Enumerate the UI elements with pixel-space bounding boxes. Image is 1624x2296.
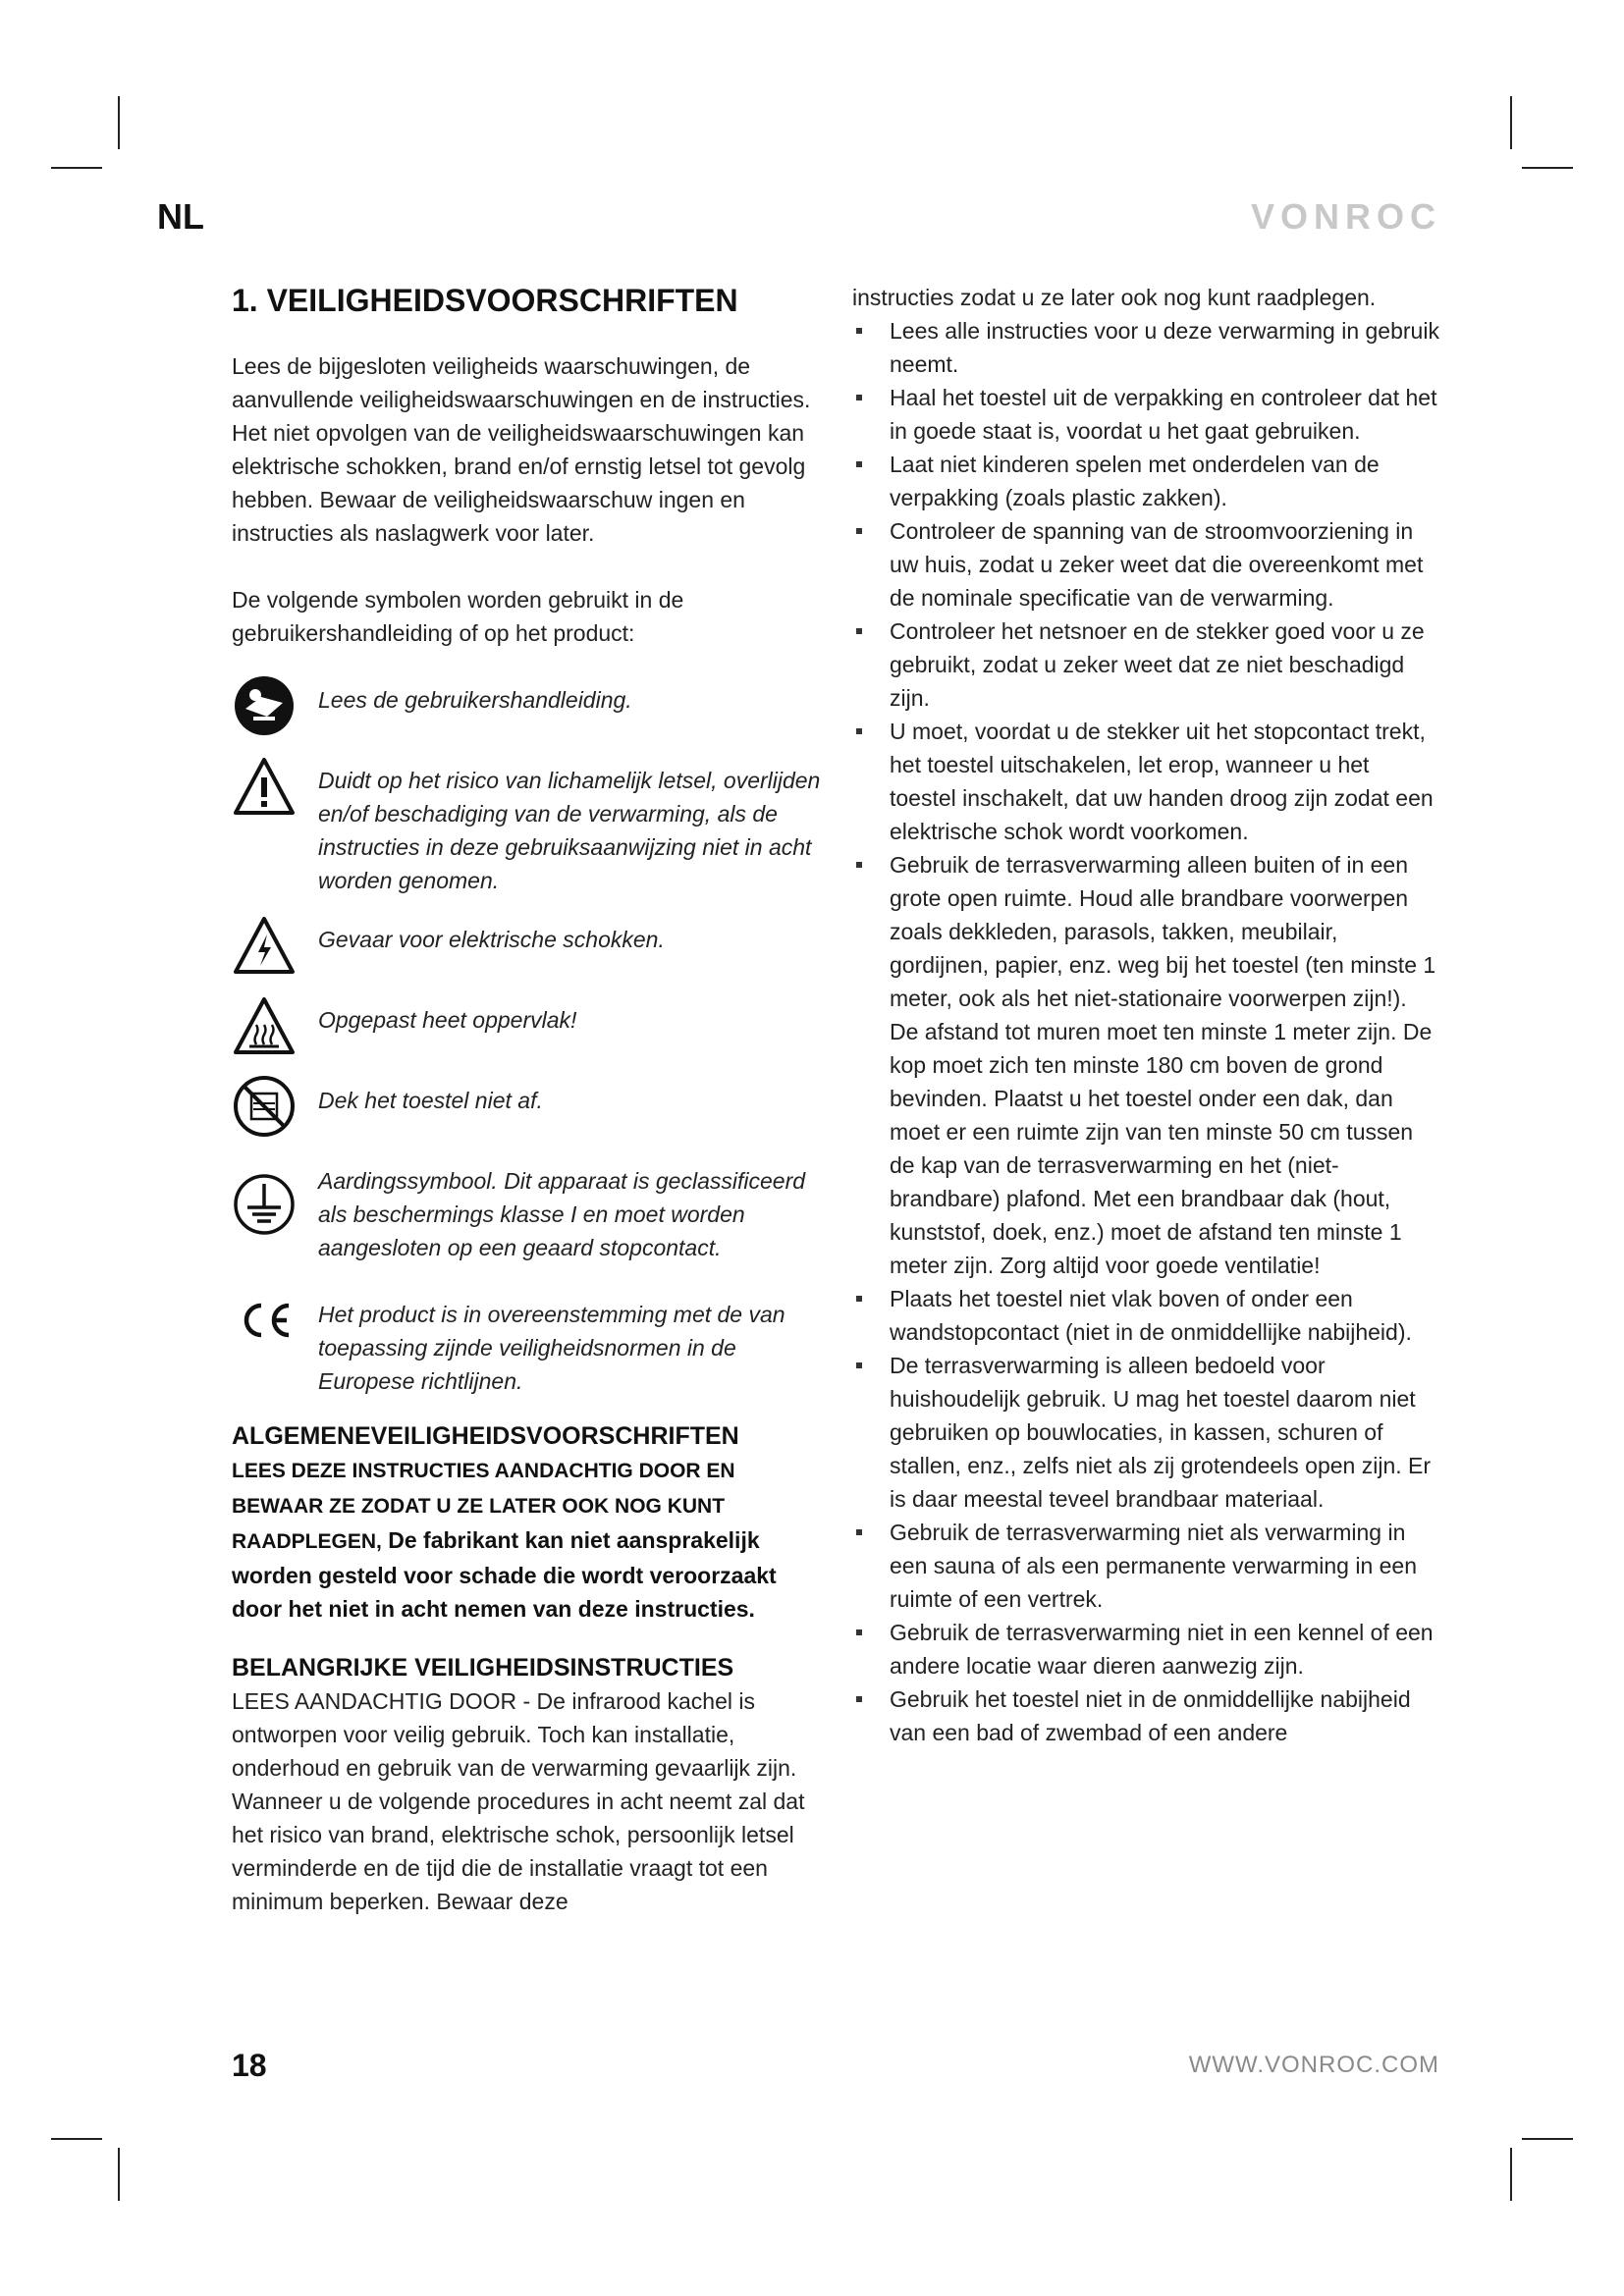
list-item: Lees alle instructies voor u deze verwarming in gebruik neemt. bbox=[852, 314, 1441, 381]
do-not-cover-icon bbox=[232, 1074, 297, 1139]
warning-icon bbox=[232, 754, 297, 819]
general-safety-heading: ALGEMENEVEILIGHEIDSVOORSCHRIFTEN bbox=[232, 1422, 739, 1450]
symbol-row bbox=[232, 1154, 821, 1264]
symbol-text: Duidt op het risico van lichamelijk letsel, overlijden en/of beschadiging van de verwarming, als de instructies in deze gebruiksaanwijzing niet in acht worden genomen. bbox=[318, 768, 821, 893]
symbol-row bbox=[232, 913, 821, 978]
symbol-row bbox=[232, 673, 821, 738]
crop-mark bbox=[1522, 167, 1573, 169]
symbol-text: Aardingssymbool. Dit apparaat is geclassificeerd als beschermings klasse I en moet worden aangesloten op een geaard stopcontact. bbox=[318, 1168, 806, 1260]
right-column bbox=[852, 281, 1441, 1749]
section-title: 1. VEILIGHEIDSVOORSCHRIFTEN bbox=[232, 283, 738, 318]
crop-mark bbox=[1510, 2148, 1512, 2201]
hot-surface-icon bbox=[232, 993, 297, 1058]
list-item: Gebruik het toestel niet in de onmiddellijke nabijheid van een bad of zwembad of een andere bbox=[852, 1682, 1441, 1749]
language-code: NL bbox=[157, 196, 204, 237]
symbol-text: Dek het toestel niet af. bbox=[318, 1088, 543, 1113]
symbol-row bbox=[232, 754, 821, 897]
symbol-row bbox=[232, 993, 821, 1058]
instruction-list bbox=[852, 314, 1441, 1749]
symbol-text: Lees de gebruikershandleiding. bbox=[318, 687, 632, 713]
page-number: 18 bbox=[232, 2048, 267, 2083]
list-item: U moet, voordat u de stekker uit het stopcontact trekt, het toestel uitschakelen, let erop, wanneer u het toestel inschakelt, dat uw handen droog zijn zodat een elektrische schok wordt voorkomen. bbox=[852, 715, 1441, 848]
list-item: Gebruik de terrasverwarming alleen buiten of in een grote open ruimte. Houd alle brandbare voorwerpen zoals dekkleden, parasols, takken, meubilair, gordijnen, papier, enz. weg bij het toestel (ten minste 1 meter, ook als het niet-stationaire voorwerpen zijn!). De afstand tot muren moet ten minste 1 meter zijn. De kop moet zich ten minste 180 cm boven de grond bevinden. Plaatst u het toestel onder een dak, dan moet er een ruimte zijn van ten minste 50 cm tussen de kap van de terrasverwarming en het (niet-brandbare) plafond. Met een brandbaar dak (hout, kunststof, doek, enz.) moet de afstand ten minste 1 meter zijn. Zorg altijd voor goede ventilatie! bbox=[852, 848, 1441, 1282]
list-item: Laat niet kinderen spelen met onderdelen van de verpakking (zoals plastic zakken). bbox=[852, 448, 1441, 514]
crop-mark bbox=[118, 96, 120, 149]
left-column bbox=[232, 281, 821, 1918]
list-item: Gebruik de terrasverwarming niet als verwarming in een sauna of als een permanente verwarming in een ruimte of een vertrek. bbox=[852, 1516, 1441, 1616]
intro-paragraph: Lees de bijgesloten veiligheids waarschuwingen, de aanvullende veiligheidswaarschuwingen en de instructies. Het niet opvolgen van de veiligheidswaarschuwingen kan elektrische schokken, brand en/of ernstig letsel tot gevolg hebben. Bewaar de veiligheidswaarschuw ingen en instructies als naslagwerk voor later. bbox=[232, 353, 811, 546]
manual-icon bbox=[232, 673, 297, 738]
ce-mark-icon bbox=[232, 1288, 297, 1353]
crop-mark bbox=[1522, 2138, 1573, 2140]
list-item: Controleer de spanning van de stroomvoorziening in uw huis, zodat u zeker weet dat die overeenkomt met de nominale specificatie van de verwarming. bbox=[852, 514, 1441, 614]
symbol-row bbox=[232, 1074, 821, 1139]
symbol-text: Gevaar voor elektrische schokken. bbox=[318, 927, 665, 952]
important-safety-text: LEES AANDACHTIG DOOR - De infrarood kachel is ontworpen voor veilig gebruik. Toch kan installatie, onderhoud en gebruik van de verwarming gevaarlijk zijn. Wanneer u de volgende procedures in acht neemt zal dat het risico van brand, elektrische schok, persoonlijk letsel verminderde en de tijd die de installatie vraagt tot een minimum beperken. Bewaar deze bbox=[232, 1688, 805, 1914]
list-item: Gebruik de terrasverwarming niet in een kennel of een andere locatie waar dieren aanwezig zijn. bbox=[852, 1616, 1441, 1682]
important-safety-heading: BELANGRIJKE VEILIGHEIDSINSTRUCTIES bbox=[232, 1654, 734, 1682]
electric-shock-icon bbox=[232, 913, 297, 978]
list-item: De terrasverwarming is alleen bedoeld voor huishoudelijk gebruik. U mag het toestel daarom niet gebruiken op bouwlocaties, in kassen, schuren of stallen, enz., zelfs niet als zij grotendeels open zijn. Er is daar meestal teveel brandbaar materiaal. bbox=[852, 1349, 1441, 1516]
symbol-text: Opgepast heet oppervlak! bbox=[318, 1007, 577, 1033]
crop-mark bbox=[118, 2148, 120, 2201]
crop-mark bbox=[51, 2138, 102, 2140]
general-safety-caps: LEES DEZE INSTRUCTIES AANDACHTIG DOOR EN BEWAAR ZE ZODAT U ZE LATER OOK NOG KUNT RAADPLEGEN, bbox=[232, 1460, 735, 1553]
symbol-text: Het product is in overeenstemming met de van toepassing zijnde veiligheidsnormen in de Europese richtlijnen. bbox=[318, 1302, 785, 1394]
general-safety-text bbox=[232, 1453, 821, 1626]
symbols-intro: De volgende symbolen worden gebruikt in de gebruikershandleiding of op het product: bbox=[232, 587, 684, 646]
website-url: WWW.VONROC.COM bbox=[1188, 2052, 1439, 2078]
general-safety-rest: De fabrikant kan niet aansprakelijk worden gesteld voor schade die wordt veroorzaakt door het niet in acht nemen van deze instructies. bbox=[232, 1527, 777, 1622]
list-item: Controleer het netsnoer en de stekker goed voor u ze gebruikt, zodat u zeker weet dat ze niet beschadigd zijn. bbox=[852, 614, 1441, 715]
brand-logo: VONROC bbox=[1250, 196, 1441, 237]
continuation-text: instructies zodat u ze later ook nog kunt raadplegen. bbox=[852, 285, 1377, 310]
crop-mark bbox=[1510, 96, 1512, 149]
earth-ground-icon bbox=[232, 1172, 297, 1237]
list-item: Plaats het toestel niet vlak boven of onder een wandstopcontact (niet in de onmiddellijke nabijheid). bbox=[852, 1282, 1441, 1349]
symbol-row bbox=[232, 1288, 821, 1398]
crop-mark bbox=[51, 167, 102, 169]
list-item: Haal het toestel uit de verpakking en controleer dat het in goede staat is, voordat u het gaat gebruiken. bbox=[852, 381, 1441, 448]
